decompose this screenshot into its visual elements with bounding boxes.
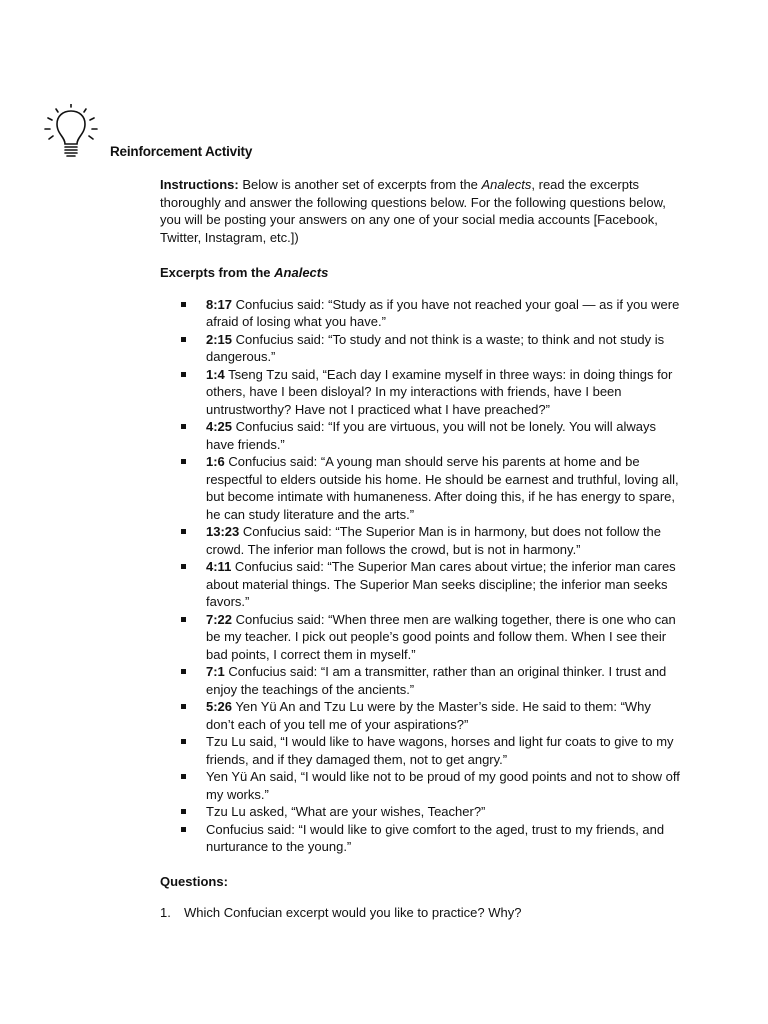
excerpt-text: Confucius said: “The Superior Man is in harmony, but does not follow the crowd. The inferior man follows the crowd, but is not in harmony.” — [206, 524, 662, 557]
questions-heading: Questions: — [160, 873, 228, 889]
excerpt-item — [206, 733, 682, 768]
excerpt-text: Yen Yü An said, “I would like not to be proud of my good points and not to show off my works.” — [206, 769, 680, 802]
excerpt-ref: 7:1 — [206, 664, 225, 679]
excerpt-ref: 4:11 — [206, 559, 232, 574]
excerpt-item — [206, 453, 682, 523]
instructions-label: Instructions: — [160, 177, 239, 192]
excerpt-ref: 1:4 — [206, 366, 225, 382]
excerpt-text: Confucius said: “I would like to give comfort to the aged, trust to my friends, and nurturance to the young.” — [206, 821, 665, 854]
question-number: 1. — [160, 905, 171, 920]
excerpt-text: Confucius said: “I am a transmitter, rather than an original thinker. I trust and enjoy the teachings of the ancients.” — [206, 664, 667, 697]
excerpt-text: Confucius said: “Study as if you have not reached your goal — as if you were afraid of losing what you have.” — [206, 296, 680, 329]
question-item — [160, 904, 682, 922]
instructions-paragraph — [160, 176, 682, 246]
excerpt-text: Confucius said: “The Superior Man cares about virtue; the inferior man cares about material things. The Superior Man seeks discipline; the inferior man seeks favors.” — [206, 559, 676, 609]
activity-title: Reinforcement Activity — [110, 144, 253, 159]
excerpt-item — [206, 611, 682, 664]
excerpt-text: Yen Yü An and Tzu Lu were by the Master’s side. He said to them: “Why don’t each of you tell me of your aspirations?” — [206, 699, 651, 732]
excerpt-item — [206, 523, 682, 558]
excerpt-item — [206, 698, 682, 733]
excerpt-text: Confucius said: “A young man should serve his parents at home and be respectful to elders outside his home. He should be earnest and truthful, loving all, but become intimate with humaneness. After doing this, if he has energy to spare, he can study literature and the arts.” — [206, 454, 679, 522]
excerpt-ref: 2:15 — [206, 331, 233, 347]
excerpt-ref: 13:23 — [206, 524, 240, 539]
excerpt-text: Tzu Lu said, “I would like to have wagons, horses and light fur coats to give to my friends, and if they damaged them, not to get angry.” — [206, 734, 674, 767]
excerpt-ref: 7:22 — [206, 611, 233, 627]
excerpt-text: Confucius said: “To study and not think is a waste; to think and not study is dangerous.” — [206, 331, 665, 364]
excerpt-item — [206, 366, 682, 419]
excerpt-item — [206, 768, 682, 803]
excerpt-item — [206, 663, 682, 698]
excerpt-item — [206, 331, 682, 366]
excerpts-heading-prefix: Excerpts from the — [160, 265, 275, 280]
excerpt-ref: 1:6 — [206, 454, 225, 469]
excerpt-ref: 5:26 — [206, 699, 233, 714]
lightbulb-icon — [44, 104, 98, 162]
excerpts-heading-italic: Analects — [274, 265, 329, 280]
question-text: Which Confucian excerpt would you like to practice? Why? — [184, 905, 522, 920]
excerpt-text: Confucius said: “If you are virtuous, you will not be lonely. You will always have friends.” — [206, 419, 656, 452]
excerpt-item — [206, 296, 682, 331]
excerpt-item — [206, 821, 682, 856]
excerpt-ref: 8:17 — [206, 296, 233, 312]
excerpt-text: Tseng Tzu said, “Each day I examine myself in three ways: in doing things for others, have I been disloyal? In my interactions with friends, have I been untrustworthy? Have not I practiced what I have preached?” — [206, 366, 673, 417]
instructions-title-italic: Analects — [481, 177, 532, 192]
excerpts-heading — [160, 264, 682, 282]
excerpt-text: Confucius said: “When three men are walking together, there is one who can be my teacher. I pick out people’s good points and follow them. When I see their bad points, I correct them in myself.” — [206, 611, 676, 662]
excerpt-text: Tzu Lu asked, “What are your wishes, Teacher?” — [206, 804, 486, 819]
excerpt-ref: 4:25 — [206, 419, 233, 434]
main-content — [160, 176, 682, 922]
question-list — [160, 904, 682, 922]
excerpt-list — [160, 296, 682, 856]
excerpt-item — [206, 558, 682, 611]
instructions-text-before: Below is another set of excerpts from the — [238, 177, 482, 192]
instructions-text-after: , read the excerpts thoroughly and answer the following questions below. For the following questions below, you will be posting your answers on any one of your social media accounts [Facebook, Twitter, Instagram, etc.]) — [160, 177, 666, 245]
excerpt-item — [206, 803, 682, 821]
excerpt-item — [206, 418, 682, 453]
